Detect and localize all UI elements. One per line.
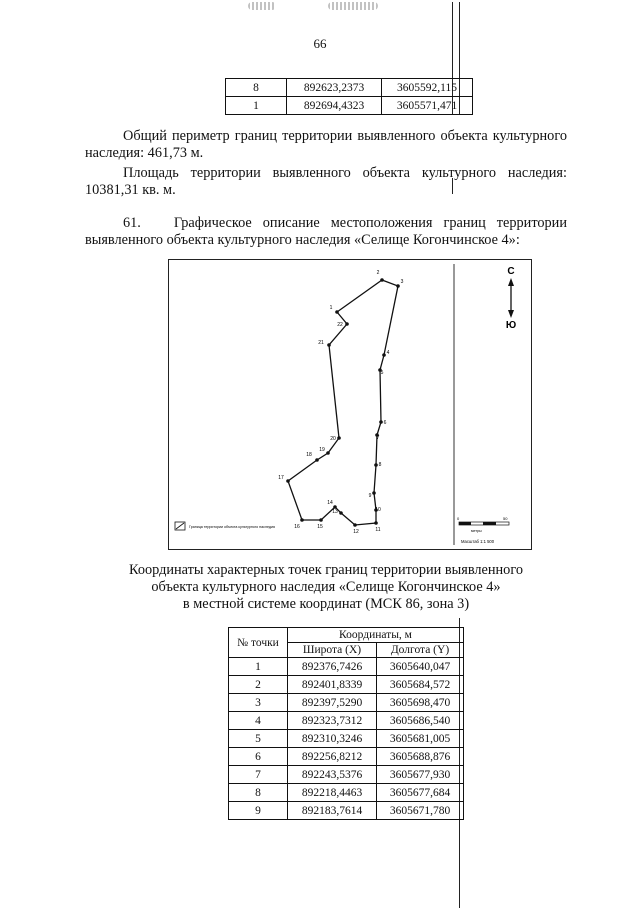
table-cell: 892376,7426: [288, 658, 377, 676]
map-vertex: [335, 310, 339, 314]
map-vertex: [326, 451, 330, 455]
map-vertex: [345, 322, 349, 326]
table-cell: 3605698,470: [377, 694, 464, 712]
table-cell: 892256,8212: [288, 748, 377, 766]
table-cell: 892323,7312: [288, 712, 377, 730]
table-row: [229, 658, 464, 676]
table-cell: 4: [229, 712, 288, 730]
map-vertex: [327, 343, 331, 347]
table-cell: 3605688,876: [377, 748, 464, 766]
map-vertex-label: 1: [329, 305, 333, 311]
coordinates-title-line: в местной системе координат (МСК 86, зона 3): [182, 596, 470, 612]
map-vertex-label: 6: [383, 420, 387, 426]
map-vertex: [286, 479, 290, 483]
table-cell: 3605686,540: [377, 712, 464, 730]
map-vertex: [315, 458, 319, 462]
legend-text: Граница территории объекта культурного наследия: [189, 525, 275, 529]
scan-artifact: [248, 2, 276, 10]
table-cell: 892310,3246: [288, 730, 377, 748]
table-cell: 892218,4463: [288, 784, 377, 802]
map-vertex: [339, 511, 343, 515]
map-vertex-label: 8: [378, 462, 382, 468]
table-cell: 1: [229, 658, 288, 676]
map-vertex-label: 4: [386, 350, 390, 356]
top-coordinates-table: [225, 78, 473, 115]
table-cell: 3605684,572: [377, 676, 464, 694]
table-cell: 892243,5376: [288, 766, 377, 784]
table-cell: 3605677,930: [377, 766, 464, 784]
table-cell: 2: [229, 676, 288, 694]
table-cell: 6: [229, 748, 288, 766]
coordinates-table-body: [229, 658, 464, 820]
perimeter-paragraph: [85, 128, 567, 162]
scale-bar: [457, 516, 509, 544]
coordinates-table: [228, 627, 464, 820]
map-vertex-label: 2: [376, 270, 380, 276]
table-cell: 8: [226, 79, 287, 97]
table-row: [229, 730, 464, 748]
map-vertex: [380, 278, 384, 282]
scale-label-end: 50: [503, 516, 508, 521]
table-cell: 3: [229, 694, 288, 712]
coordinates-title-line: объекта культурного наследия «Селище Когончинское 4»: [151, 579, 501, 595]
map-vertex-label: 12: [353, 529, 359, 535]
table-row: [229, 676, 464, 694]
column-header-x: Широта (X): [288, 643, 377, 658]
scale-unit: метры: [471, 529, 482, 533]
map-vertex: [374, 521, 378, 525]
map-vertex: [300, 518, 304, 522]
map-vertex-label: 13: [332, 509, 338, 515]
section-number: 61.: [123, 215, 141, 231]
map-vertex-label: 3: [400, 279, 404, 285]
coordinates-title: [85, 562, 567, 613]
table-cell: 3605677,684: [377, 784, 464, 802]
table-header-row: [229, 628, 464, 643]
table-cell: 892694,4323: [287, 97, 382, 115]
map-vertex: [379, 420, 383, 424]
table-cell: 5: [229, 730, 288, 748]
map-vertex: [374, 463, 378, 467]
map-vertex-label: 17: [278, 475, 284, 481]
map-vertex-label: 22: [337, 322, 343, 328]
north-label: С: [507, 266, 515, 277]
table-cell: 3605592,115: [382, 79, 473, 97]
table-row: [226, 97, 473, 115]
table-cell: 1: [226, 97, 287, 115]
table-cell: 7: [229, 766, 288, 784]
table-row: [229, 694, 464, 712]
boundary-polygon: [288, 280, 398, 525]
map-vertex-label: 20: [330, 436, 336, 442]
map-vertex-label: 18: [306, 452, 312, 458]
table-cell: 3605681,005: [377, 730, 464, 748]
table-row: [229, 766, 464, 784]
column-header-point: № точки: [229, 628, 288, 658]
table-cell: 3605640,047: [377, 658, 464, 676]
table-cell: 3605671,780: [377, 802, 464, 820]
scale-text: Масштаб 1:1 500: [461, 539, 495, 544]
boundary-map: [168, 259, 532, 550]
south-label: Ю: [505, 320, 517, 331]
scale-label-start: 0: [457, 516, 460, 521]
north-arrow: [506, 266, 516, 331]
map-vertex-label: 14: [327, 500, 333, 506]
map-vertex: [353, 523, 357, 527]
map-vertex-label: 9: [368, 493, 372, 499]
map-vertex: [382, 353, 386, 357]
map-canvas: [169, 260, 531, 549]
map-vertex: [319, 518, 323, 522]
map-vertex-label: 11: [375, 527, 381, 533]
table-row: [229, 712, 464, 730]
table-row: [229, 802, 464, 820]
map-vertex-label: 5: [380, 370, 384, 376]
perimeter-text: Общий периметр границ территории выявленного объекта культурного наследия: 461,73 м.: [85, 128, 567, 161]
column-header-coordinates: Координаты, м: [288, 628, 464, 643]
section-text: Графическое описание местоположения границ территории выявленного объекта культурного наследия «Селище Когончинское 4»:: [85, 215, 567, 248]
map-legend: [175, 522, 275, 530]
page-number: 66: [313, 36, 327, 51]
map-vertex-label: 10: [375, 507, 381, 513]
section-paragraph: [85, 215, 567, 249]
table-cell: 9: [229, 802, 288, 820]
map-vertex: [396, 284, 400, 288]
scan-artifact: [328, 2, 378, 10]
map-vertex-label: 21: [318, 340, 324, 346]
map-points: [286, 278, 400, 527]
table-cell: 8: [229, 784, 288, 802]
table-cell: 892183,7614: [288, 802, 377, 820]
table-cell: 3605571,471: [382, 97, 473, 115]
map-vertex-label: 19: [319, 447, 325, 453]
area-paragraph: [85, 165, 567, 199]
map-vertex: [372, 491, 376, 495]
area-text: Площадь территории выявленного объекта культурного наследия: 10381,31 кв. м.: [85, 165, 567, 198]
table-row: [229, 748, 464, 766]
map-vertex: [337, 436, 341, 440]
table-row: [226, 79, 473, 97]
map-vertex-label: 16: [294, 524, 300, 530]
map-vertex-label: 15: [317, 524, 323, 530]
map-vertex-label: 7: [376, 435, 380, 441]
table-cell: 892623,2373: [287, 79, 382, 97]
table-cell: 892397,5290: [288, 694, 377, 712]
table-cell: 892401,8339: [288, 676, 377, 694]
table-row: [229, 784, 464, 802]
column-header-y: Долгота (Y): [377, 643, 464, 658]
coordinates-title-line: Координаты характерных точек границ территории выявленного: [129, 562, 523, 578]
